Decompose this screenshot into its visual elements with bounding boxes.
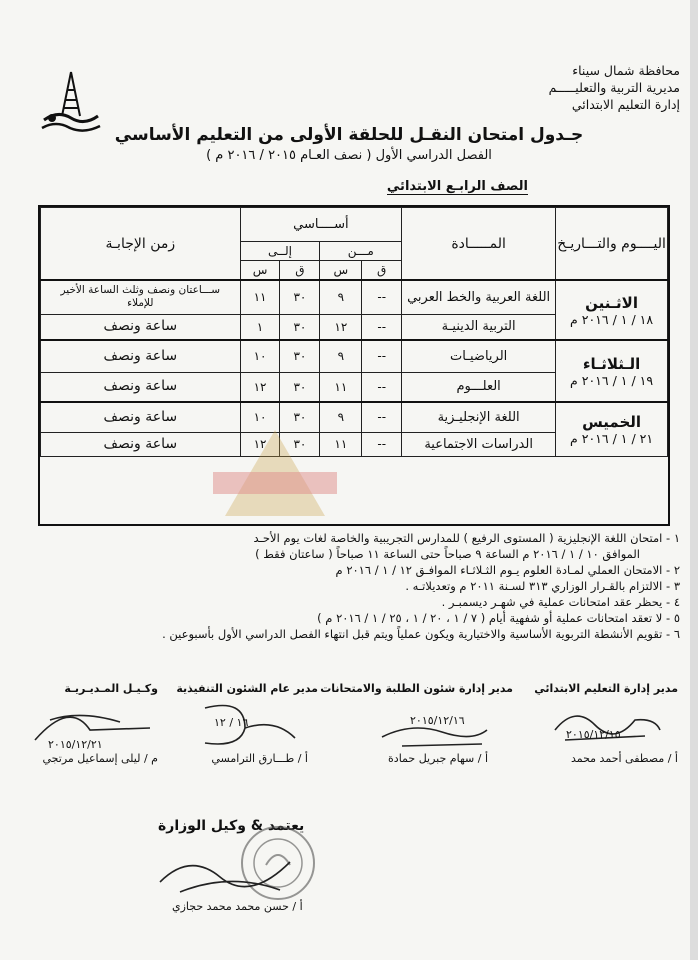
header-from-s: س	[320, 261, 362, 281]
from-hours-value: ٩	[337, 410, 345, 425]
page-edge	[690, 0, 698, 960]
header-basic: أســــاسي	[240, 208, 402, 242]
from-minutes-cell	[362, 280, 402, 314]
subject-value: الدراسات الاجتماعية	[424, 436, 533, 452]
minister-name: أ / حسن محمد محمد حجازي	[172, 900, 303, 913]
from-minutes-cell	[362, 402, 402, 432]
from-hours-cell	[320, 314, 362, 340]
from-hours-value: ١١	[334, 379, 348, 394]
governorate-label: محافظة شمال سيناء	[572, 63, 680, 78]
signature-name: أ / سهام جبريل حمادة	[388, 752, 488, 765]
to-minutes-cell	[280, 372, 320, 402]
table-row	[41, 280, 668, 314]
to-minutes-value: ٣٠	[293, 319, 307, 334]
from-minutes-cell	[362, 340, 402, 372]
signature-name: م / ليلى إسماعيل مرتجي	[42, 752, 158, 765]
note-line: ٣ - الالتزام بالقـرار الوزاري ٣١٣ لسـنة ٢٠١١ م وتعديلاتـه .	[405, 579, 680, 593]
note-line: ٢ - الامتحان العملي لمـادة العلوم يـوم الثـلاثـاء الموافـق ١٢ / ١ / ٢٠١٦ م	[335, 563, 680, 577]
to-hours-value: ١٢	[253, 379, 267, 394]
day-cell	[556, 402, 668, 456]
header-from: مـــن	[320, 242, 402, 261]
signature-2-date: ٢٠١٥/١٢/١٦	[410, 714, 465, 727]
day-date: ١٩ / ١ / ٢٠١٦ م	[570, 372, 654, 388]
notes-block	[20, 530, 680, 642]
subject-value: العلـــوم	[456, 379, 501, 395]
signature-name: أ / مصطفى أحمد محمد	[570, 752, 678, 765]
day-cell	[556, 340, 668, 402]
duration-value: ساعة ونصف	[103, 347, 178, 364]
subject-value: التربية الدينيـة	[441, 319, 516, 335]
table-row	[41, 402, 668, 432]
directorate-label: مديرية التربية والتعليـــــم	[548, 80, 680, 95]
schedule-subtitle: الفصل الدراسي الأول ( نصف العـام ٢٠١٥ / ٢٠١٦ م )	[206, 148, 492, 163]
duration-cell	[41, 314, 241, 340]
note-line: ١ - امتحان اللغة الإنجليزية ( المستوى الرفيع ) للمدارس التجريبية والخاصة لغات يوم الأحـد	[253, 531, 680, 545]
to-minutes-value: ٣٠	[293, 290, 307, 305]
subject-cell	[402, 372, 556, 402]
header-block	[460, 62, 680, 113]
to-hours-cell	[240, 280, 280, 314]
day-name: الـثلاثـاء	[582, 354, 641, 373]
signature-3-date: ١٦ / ١٢	[214, 716, 249, 729]
day-cell	[556, 280, 668, 340]
schedule-title: جـدول امتحان النقـل للحلقة الأولى من التعليم الأساسي	[114, 125, 584, 145]
header-to-s: س	[240, 261, 280, 281]
header-to-q: ق	[280, 261, 320, 281]
subject-cell	[402, 402, 556, 432]
signature-role: مدير عام الشئون التنفيذية	[176, 682, 318, 695]
minister-signature-icon	[150, 842, 300, 898]
grade-label: الصف الرابـع الابتدائي	[386, 179, 528, 194]
subject-value: اللغة الإنجليـزية	[437, 409, 520, 425]
duration-value: ساعة ونصف	[103, 435, 178, 452]
from-hours-value: ١٢	[334, 319, 348, 334]
signature-4-date: ٢٠١٥/١٢/٢١	[48, 738, 103, 751]
duration-cell	[41, 340, 241, 372]
from-hours-cell	[320, 372, 362, 402]
watermark-logo-icon	[205, 424, 345, 520]
administration-label: إدارة التعليم الابتدائي	[571, 97, 680, 112]
subject-value: الرياضيـات	[449, 348, 508, 364]
from-minutes-value: --	[377, 319, 387, 334]
signature-role: مدير إدارة التعليم الابتدائي	[534, 682, 678, 695]
day-date: ٢١ / ١ / ٢٠١٦ م	[570, 430, 654, 446]
note-line: الموافق ١٠ / ١ / ٢٠١٦ م الساعة ٩ صباحاً حتى الساعة ١١ صباحاً ( ساعتان فقط )	[255, 547, 640, 561]
signature-2-icon	[372, 702, 492, 752]
duration-value: ساعة ونصف	[103, 378, 178, 395]
from-minutes-cell	[362, 372, 402, 402]
header-to: إلــى	[240, 242, 320, 261]
header-from-q: ق	[362, 261, 402, 281]
signature-1-icon	[545, 700, 665, 750]
table-row	[41, 340, 668, 372]
to-hours-cell	[240, 314, 280, 340]
header-day-date: اليــــوم والتـــاريـخ	[556, 208, 668, 281]
note-line: ٦ - تقويم الأنشطة التربوية الأساسية والاختيارية ويكون عملياً ويتم قبل انتهاء الفصل الدراسي الأول بأسبوعين .	[162, 627, 680, 641]
to-hours-cell	[240, 340, 280, 372]
duration-cell	[41, 280, 241, 314]
signature-name: أ / طـــارق الترامسي	[211, 752, 308, 765]
to-hours-cell	[240, 372, 280, 402]
day-name: الخميس	[582, 412, 642, 431]
duration-value: ســـاعتان ونصف وثلث الساعة الأخير للإملاء	[60, 284, 221, 310]
to-minutes-value: ٣٠	[293, 349, 307, 364]
duration-cell	[41, 372, 241, 402]
subject-value: اللغة العربية والخط العربي	[407, 289, 551, 305]
from-hours-cell	[320, 340, 362, 372]
to-hours-value: ١١	[253, 290, 267, 305]
to-hours-value: ١٠	[253, 349, 267, 364]
subject-cell	[402, 340, 556, 372]
duration-value: ساعة ونصف	[103, 408, 178, 425]
to-hours-value: ١٠	[253, 410, 267, 425]
signature-1-date: ٢٠١٥/١٢/١٥	[566, 728, 621, 741]
subject-cell	[402, 432, 556, 456]
duration-value: ساعة ونصف	[103, 318, 178, 335]
from-minutes-value: --	[377, 410, 387, 425]
from-minutes-value: --	[377, 349, 387, 364]
to-minutes-value: ٣٠	[293, 437, 307, 451]
from-minutes-cell	[362, 314, 402, 340]
from-minutes-value: --	[377, 437, 387, 451]
day-name: الاثـنين	[585, 293, 638, 312]
to-hours-value: ١٢	[253, 437, 267, 451]
signature-role: مدير إدارة شئون الطلبة والامتحانات	[320, 682, 513, 695]
note-line: ٥ - لا تعقد امتحانات عملية أو شفهية أيام ( ٧ / ١ ، ٢٠ / ١ ، ٢٥ / ١ / ٢٠١٦ م )	[317, 611, 680, 625]
from-minutes-value: --	[377, 379, 387, 394]
to-minutes-value: ٣٠	[293, 379, 307, 394]
to-minutes-cell	[280, 280, 320, 314]
to-minutes-value: ٣٠	[293, 410, 307, 425]
to-hours-value: ١	[256, 319, 264, 334]
from-hours-value: ٩	[337, 290, 345, 305]
from-hours-value: ٩	[337, 349, 345, 364]
from-hours-value: ١١	[334, 437, 348, 451]
subject-cell	[402, 280, 556, 314]
exam-schedule-table	[38, 205, 670, 526]
header-subject: المـــــادة	[402, 208, 556, 281]
approval-label: يعتمد & وكيل الوزارة	[158, 818, 305, 834]
from-minutes-value: --	[377, 290, 387, 305]
header-duration: زمن الإجابـة	[41, 208, 241, 281]
note-line: ٤ - يحظر عقد امتحانات عملية في شهـر ديسمبـر .	[441, 595, 680, 609]
from-minutes-cell	[362, 432, 402, 456]
to-minutes-cell	[280, 314, 320, 340]
to-minutes-cell	[280, 340, 320, 372]
signature-role: وكـيـل المـديـريـة	[64, 682, 158, 695]
day-date: ١٨ / ١ / ٢٠١٦ م	[570, 311, 654, 327]
subject-cell	[402, 314, 556, 340]
from-hours-cell	[320, 280, 362, 314]
